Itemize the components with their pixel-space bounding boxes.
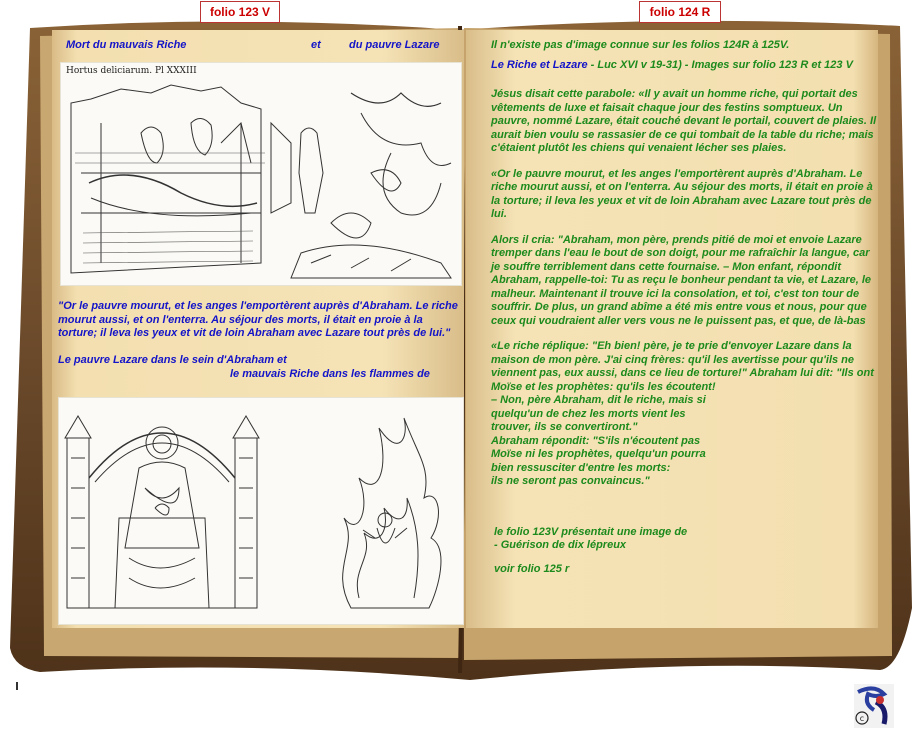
parable-reference: - Luc XVI v 19-31) - Images sur folio 123 R et 123 V [587, 59, 853, 71]
parable-p4: «Le riche réplique: "Eh bien! père, je te prie d'envoyer Lazare dans la maison de mon père. J'ai cinq frères: qu'il les avertisse pour qu'ils ne viennent pas, eux aussi, dans ce lieu de torture!" Abraham lui dit: "Ils ont Moïse et les prophètes: qu'ils les écoutent! [491, 340, 874, 393]
left-quote: "Or le pauvre mourut, et les anges l'emportèrent auprès d'Abraham. Le riche mourut aussi, et on l'enterra. Au séjour des morts, il était en proie à la torture; il leva les yeux et vit de loin Abraham avec Lazare tout près de lui." [58, 300, 458, 339]
left-subtitle-b: le mauvais Riche dans les flammes de [230, 368, 430, 380]
parable-p1: Jésus disait cette parabole: «Il y avait un homme riche, qui portait des vêtements de luxe et faisait chaque jour des festins somptueux. Un pauvre, nommé Lazare, était couché devant le portail, couvert de plaies. Il aurait bien voulu se rassasier de ce qui tombait de la table du riche; mais c'étaient plutôt les chiens qui venaient lécher ses plaies. [491, 88, 877, 154]
folio-tab-right: folio 124 R [639, 1, 721, 23]
abraham-bosom-drawing [59, 398, 463, 624]
rich-man-death-drawing [61, 63, 461, 285]
parable-p5-line: ils ne seront pas convaincus." [491, 475, 650, 487]
parable-title: Le Riche et Lazare [491, 59, 588, 71]
see-folio-link[interactable]: voir folio 125 r [494, 563, 570, 575]
parable-p2: «Or le pauvre mourut, et les anges l'emportèrent auprès d'Abraham. Le riche mourut aussi, et on l'enterra. Au séjour des morts, il était en proie à la torture; il leva les yeux et vit de loin Abraham avec Lazare tout près de lui. [491, 167, 873, 220]
parable-p3: Alors il cria: "Abraham, mon père, prends pitié de moi et envoie Lazare tremper dans l'eau le bout de son doigt, pour me rafraîchir la langue, car je souffre terriblement dans cette fournaise. – Mon enfant, répondit Abraham, rappelle-toi: Tu as reçu le bonheur pendant ta vie, et Lazare, le malheur. Maintenant il trouve ici la consolation, et toi, c'est ton tour de souffrir. De plus, un grand abîme a été mis entre vous et nous, pour que ceux qui voudraient aller vers vous ne le puissent pas, et que, de là-bas [491, 233, 872, 327]
note-lepers: - Guérison de dix lépreux [494, 539, 627, 551]
parable-text [491, 88, 879, 489]
parable-p5-line: bien ressusciter d'entre les morts: [491, 461, 671, 474]
engraving-caption: Hortus deliciarum. Pl XXXIII [66, 66, 197, 76]
left-title-a: Mort du mauvais Riche [66, 39, 187, 51]
right-line1: Il n'existe pas d'image connue sur les folios 124R à 125V. [491, 39, 790, 51]
hortus-deliciarum-engraving [60, 62, 462, 286]
parable-p5-line: Moïse ni les prophètes, quelqu'un pourra [491, 448, 706, 460]
parable-p5-line: Abraham répondit: "S'ils n'écoutent pas [491, 434, 701, 447]
left-title-b: du pauvre Lazare [349, 39, 440, 51]
parable-p5-line: quelqu'un de chez les morts vient les [491, 407, 686, 420]
parable-p5-line: trouver, ils se convertiront." [491, 421, 638, 433]
left-title-et: et [311, 39, 321, 51]
page-mark [16, 682, 18, 690]
left-subtitle-a: Le pauvre Lazare dans le sein d'Abraham et [58, 354, 287, 366]
folio-tab-left: folio 123 V [200, 1, 280, 23]
note-folio-image: le folio 123V présentait une image de [494, 526, 688, 538]
svg-text:c: c [859, 714, 865, 723]
abraham-and-flames-engraving [58, 397, 464, 625]
copyright-logo-icon [854, 684, 894, 728]
parable-p5-line: – Non, père Abraham, dit le riche, mais si [491, 394, 706, 406]
